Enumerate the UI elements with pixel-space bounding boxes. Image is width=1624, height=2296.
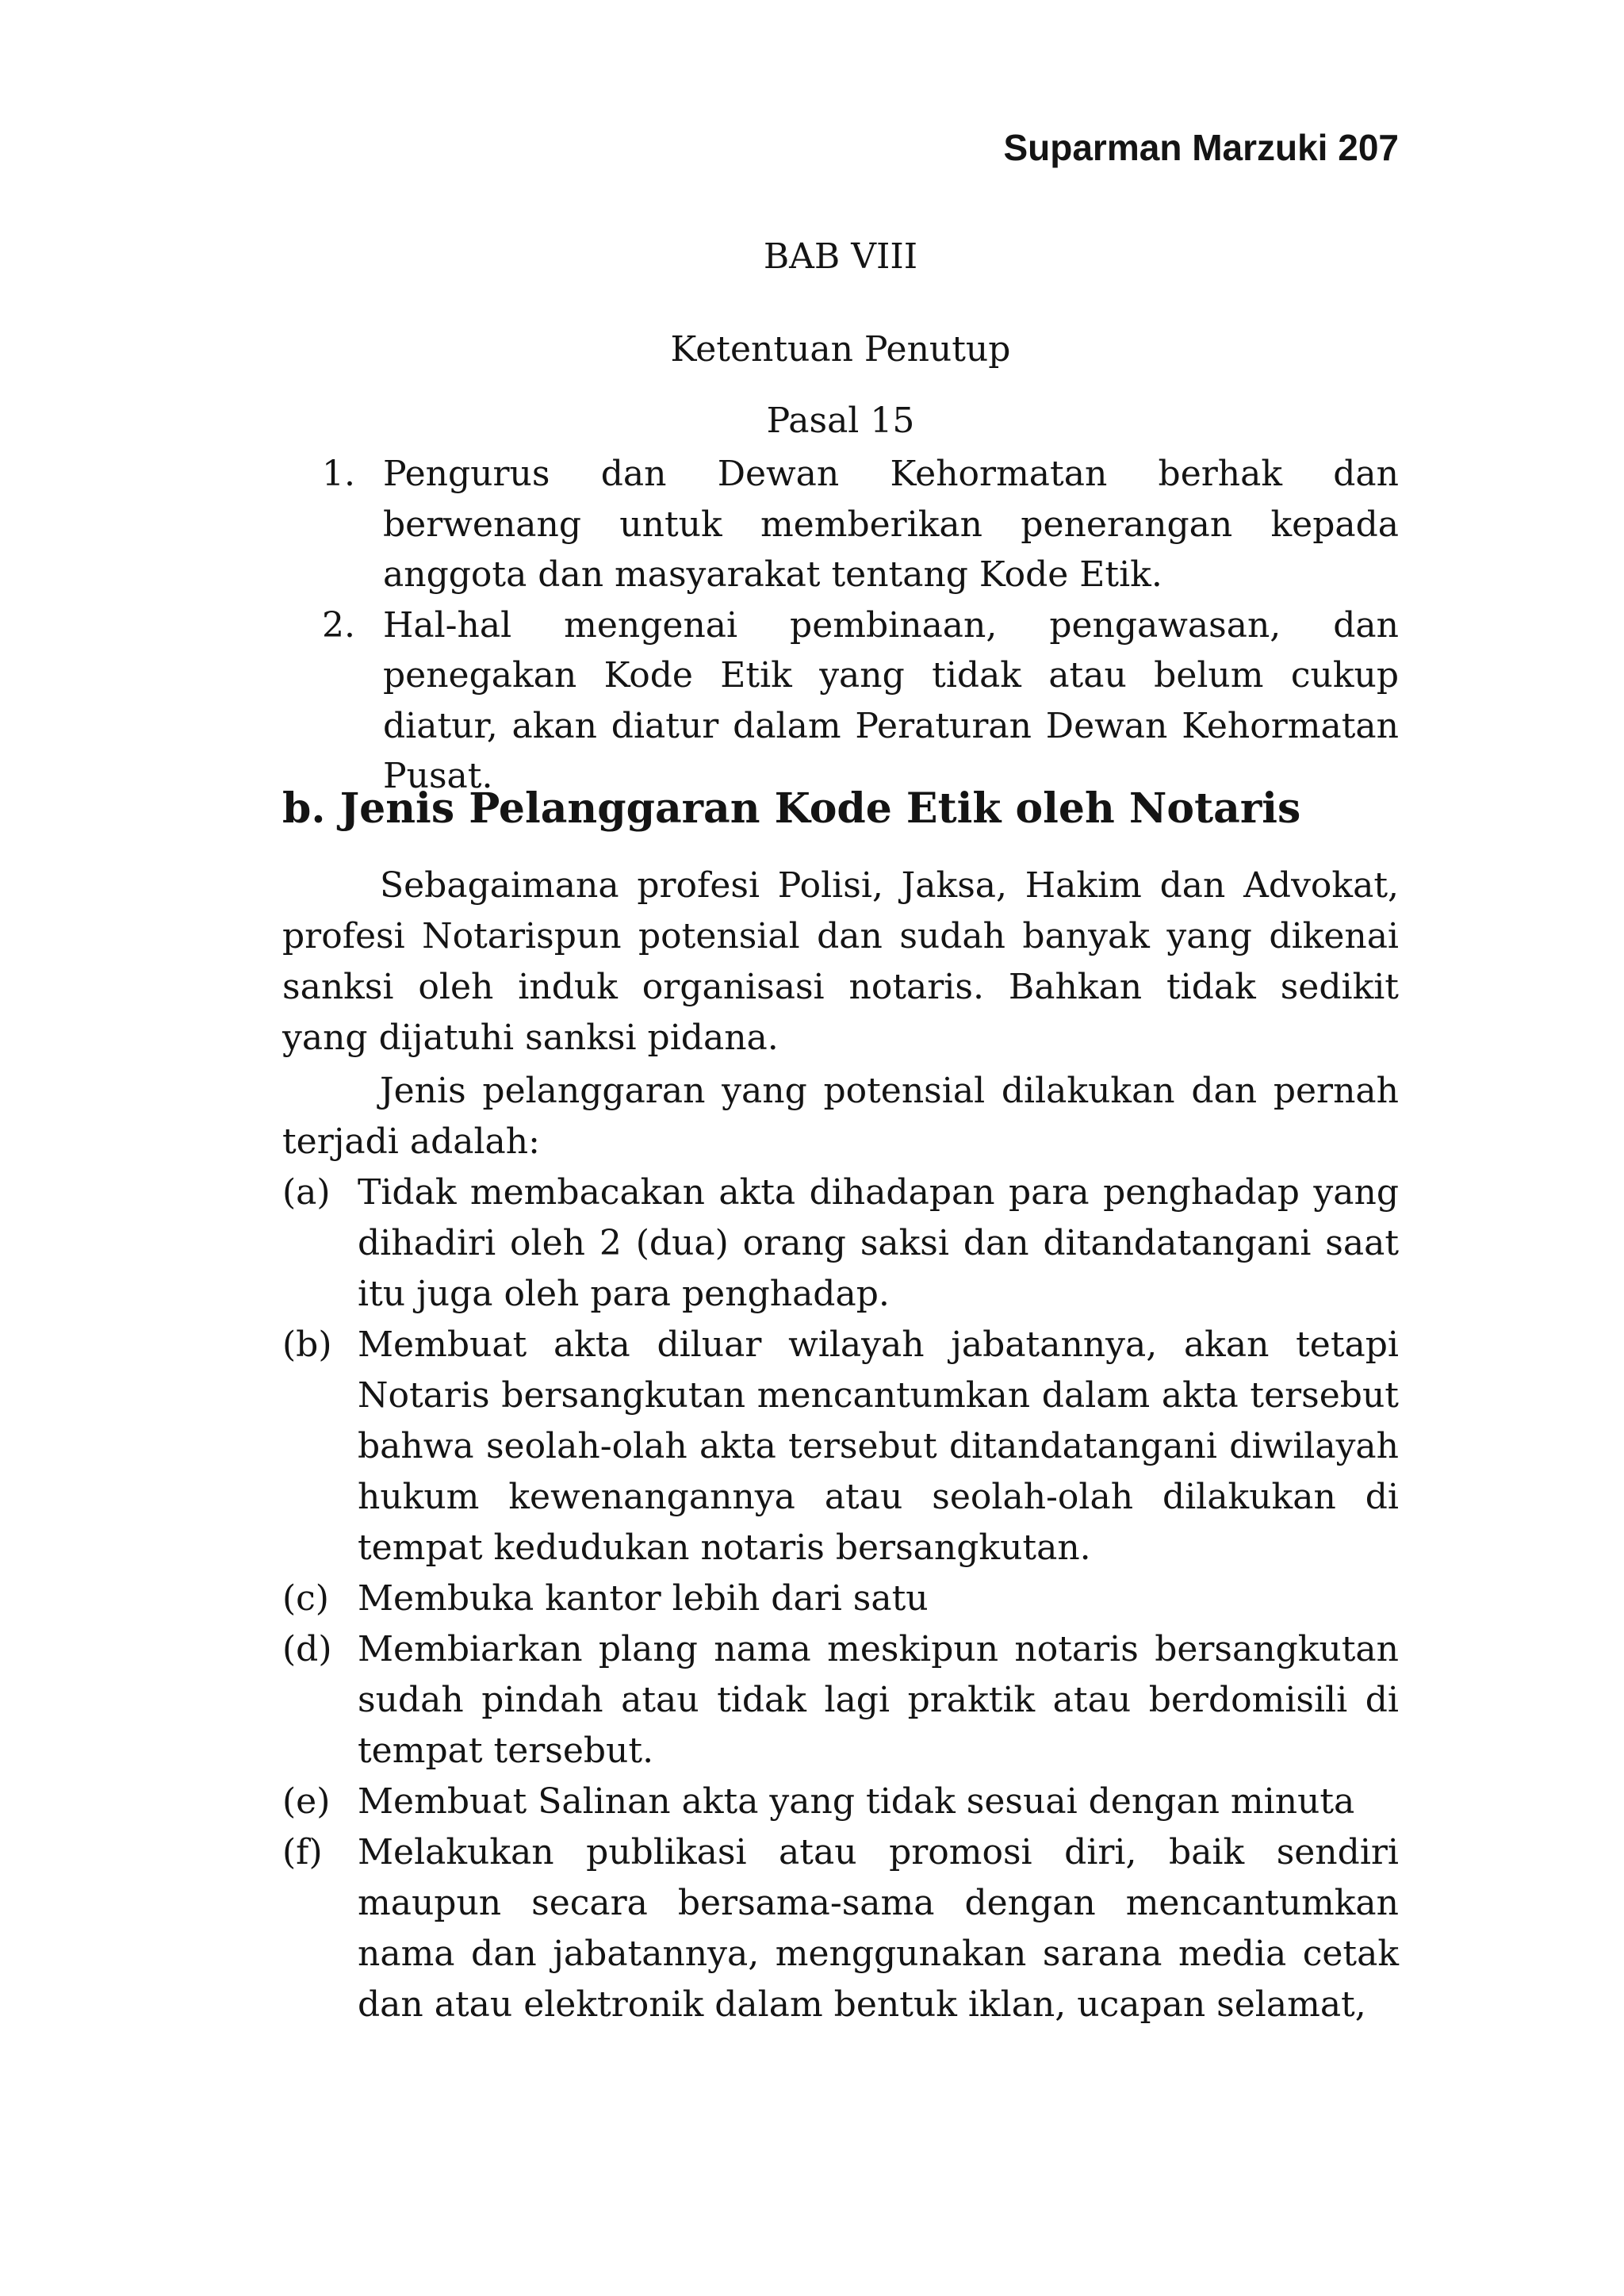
violation-label: (e)	[282, 1781, 331, 1822]
violation-item	[282, 1827, 1399, 2030]
chapter-title: Ketentuan Penutup	[670, 329, 1011, 370]
violation-label: (d)	[282, 1629, 332, 1669]
article-item	[322, 600, 1399, 802]
article-item-text: Hal-hal mengenai pembinaan, pengawasan, dan penegakan Kode Etik yang tidak atau belum cukup diatur, akan diatur dalam Peraturan Dewan Kehormatan Pusat.	[383, 604, 1399, 796]
article-item-text: Pengurus dan Dewan Kehormatan berhak dan berwenang untuk memberikan penerangan kepada anggota dan masyarakat tentang Kode Etik.	[383, 454, 1399, 595]
violation-item	[282, 1624, 1399, 1777]
violation-text: Membiarkan plang nama meskipun notaris bersangkutan sudah pindah atau tidak lagi praktik atau berdomisili di tempat tersebut.	[358, 1629, 1399, 1771]
running-head: Suparman Marzuki 207	[1003, 127, 1399, 168]
article-item-list	[322, 449, 1399, 802]
violation-label: (c)	[282, 1578, 329, 1619]
article-number: Pasal 15	[766, 401, 915, 441]
violation-list	[282, 1167, 1399, 2030]
violation-text: Melakukan publikasi atau promosi diri, baik sendiri maupun secara bersama-sama dengan mencantumkan nama dan jabatannya, menggunakan sarana media cetak dan atau elektronik dalam bentuk iklan, ucapan selamat,	[358, 1832, 1399, 2025]
chapter-number: BAB VIII	[763, 236, 918, 277]
violation-label: (a)	[282, 1172, 331, 1213]
article-item	[322, 449, 1399, 600]
violation-text: Tidak membacakan akta dihadapan para penghadap yang dihadiri oleh 2 (dua) orang saksi dan ditandatangani saat itu juga oleh para penghadap.	[358, 1172, 1399, 1314]
violation-item	[282, 1167, 1399, 1320]
violation-label: (f)	[282, 1832, 323, 1872]
article-item-number: 1.	[322, 454, 355, 494]
body-paragraph: Sebagaimana profesi Polisi, Jaksa, Hakim dan Advokat, profesi Notarispun potensial dan sudah banyak yang dikenai sanksi oleh induk organisasi notaris. Bahkan tidak sedikit yang dijatuhi sanksi pidana.	[282, 865, 1399, 1058]
violation-text: Membuat Salinan akta yang tidak sesuai dengan minuta	[358, 1781, 1355, 1822]
section-heading: b. Jenis Pelanggaran Kode Etik oleh Notaris	[282, 784, 1301, 833]
violation-label: (b)	[282, 1324, 332, 1365]
violation-item	[282, 1573, 1399, 1624]
body-paragraph: Jenis pelanggaran yang potensial dilakukan dan pernah terjadi adalah:	[282, 1071, 1399, 1162]
article-item-number: 2.	[322, 604, 355, 646]
violation-item	[282, 1320, 1399, 1573]
violation-item	[282, 1777, 1399, 1827]
violation-text: Membuat akta diluar wilayah jabatannya, akan tetapi Notaris bersangkutan mencantumkan dalam akta tersebut bahwa seolah-olah akta tersebut ditandatangani diwilayah hukum kewenangannya atau seolah-olah dilakukan di tempat kedudukan notaris bersangkutan.	[358, 1324, 1399, 1568]
violation-text: Membuka kantor lebih dari satu	[358, 1578, 929, 1619]
